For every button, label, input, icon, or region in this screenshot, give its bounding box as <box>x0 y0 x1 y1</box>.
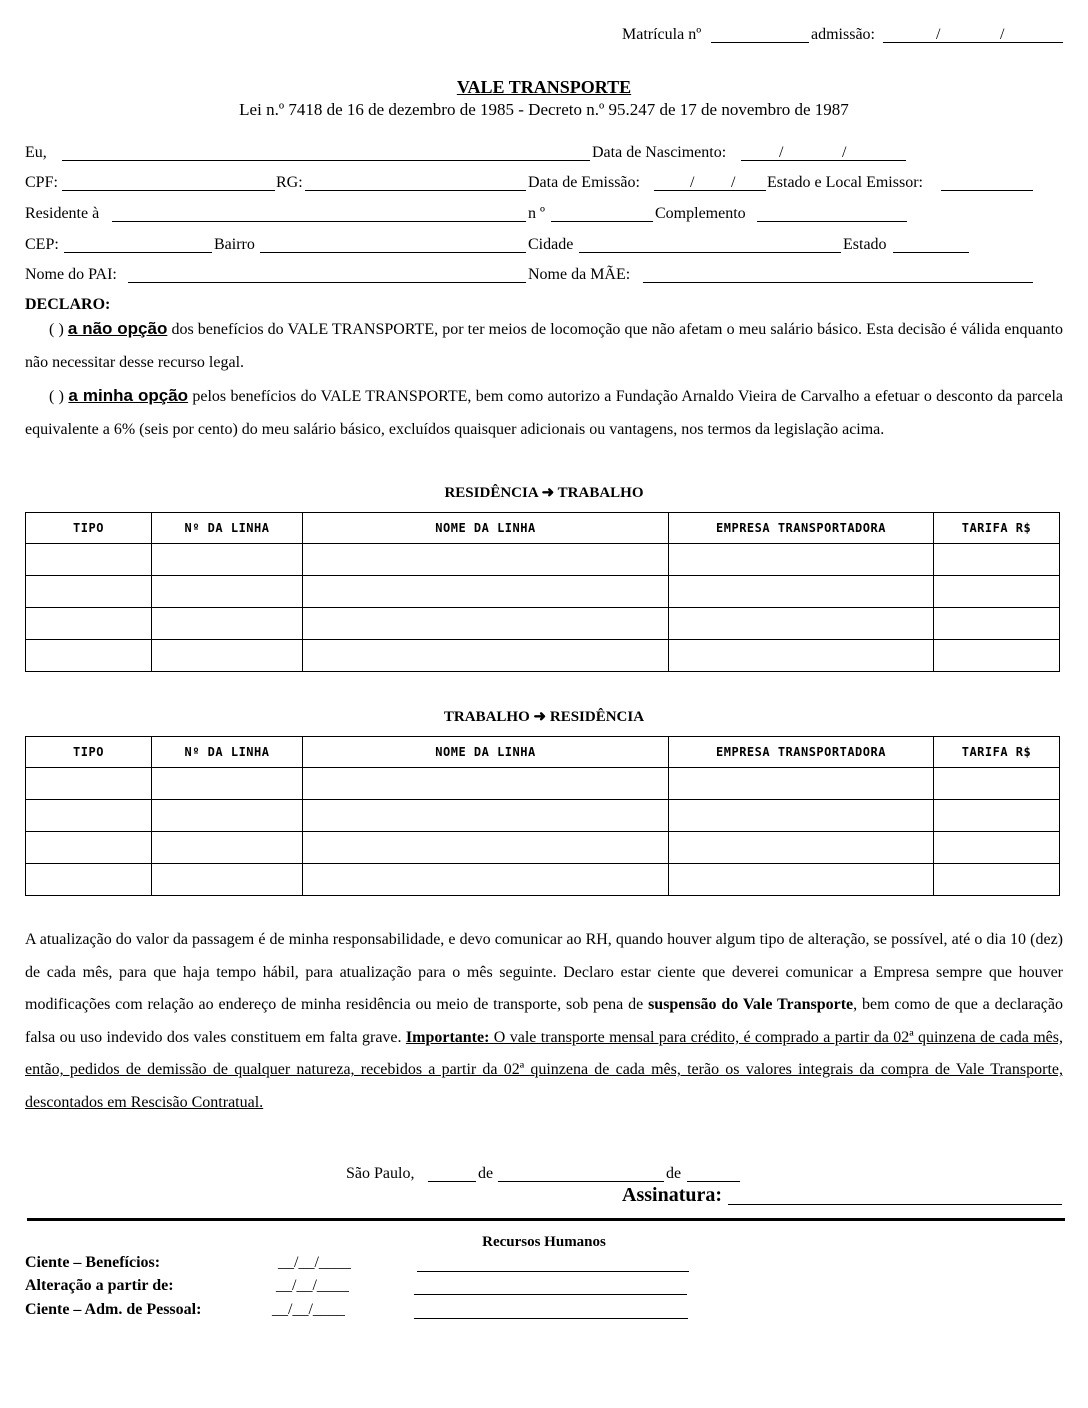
table-cell[interactable] <box>26 544 152 576</box>
table-cell[interactable] <box>152 800 303 832</box>
table-cell[interactable] <box>303 864 669 896</box>
admissao-slash-1: / <box>936 26 941 43</box>
table-cell[interactable] <box>303 832 669 864</box>
de-label-2: de <box>666 1165 682 1182</box>
notice-important: Importante: <box>405 1028 490 1046</box>
table-header-row <box>26 737 1060 768</box>
table-row <box>26 544 1060 576</box>
table2-title <box>0 707 1088 726</box>
table-cell[interactable] <box>934 768 1060 800</box>
nascimento-label: Data de Nascimento: <box>592 144 727 161</box>
city-label: São Paulo, <box>346 1165 415 1182</box>
table-cell[interactable] <box>152 864 303 896</box>
rh-title: Recursos Humanos <box>482 1234 606 1250</box>
col-nome-linha: NOME DA LINHA <box>303 513 669 544</box>
mae-field[interactable] <box>643 282 1033 283</box>
option-nao-opcao <box>25 313 1063 379</box>
rg-label: RG: <box>276 174 303 191</box>
table-row <box>26 768 1060 800</box>
table-cell[interactable] <box>303 576 669 608</box>
table1-title <box>0 483 1088 502</box>
numero-label: n º <box>528 205 545 222</box>
matricula-label: Matrícula nº <box>622 26 702 43</box>
rh-date-alteracao[interactable]: __/__/____ <box>276 1277 349 1294</box>
col-numero-linha: Nº DA LINHA <box>152 513 303 544</box>
table-trabalho-residencia <box>25 736 1060 896</box>
table-cell[interactable] <box>26 608 152 640</box>
endereco-field[interactable] <box>112 221 526 222</box>
pai-field[interactable] <box>128 282 526 283</box>
bairro-label: Bairro <box>214 236 255 253</box>
signature-field[interactable] <box>728 1204 1062 1205</box>
nascimento-slash-1: / <box>779 144 784 161</box>
table-cell[interactable] <box>152 576 303 608</box>
notice-bold: suspensão do Vale Transporte <box>648 996 854 1014</box>
rg-field[interactable] <box>305 190 526 191</box>
pai-label: Nome do PAI: <box>25 266 117 283</box>
table-cell[interactable] <box>669 544 934 576</box>
table-cell[interactable] <box>26 832 152 864</box>
table-row <box>26 864 1060 896</box>
complemento-label: Complemento <box>655 205 746 222</box>
notice-paragraph <box>25 924 1063 1120</box>
nascimento-slash-2: / <box>842 144 847 161</box>
col-numero-linha: Nº DA LINHA <box>152 737 303 768</box>
table-cell[interactable] <box>934 640 1060 672</box>
admissao-slash-2: / <box>1000 26 1005 43</box>
cep-label: CEP: <box>25 236 59 253</box>
table-cell[interactable] <box>303 768 669 800</box>
table-cell[interactable] <box>934 576 1060 608</box>
table-cell[interactable] <box>26 800 152 832</box>
nome-field[interactable] <box>62 160 590 161</box>
complemento-field[interactable] <box>757 221 907 222</box>
minha-opcao-text: pelos benefícios do VALE TRANSPORTE, bem como autorizo a Fundação Arnaldo Vieira de Carvalho a efetuar o desconto da parcela equivalente a 6% (seis por cento) do meu salário básico, excluídos quaisquer adicionais ou vantagens, nos termos da legislação acima. <box>25 388 1064 438</box>
table-cell[interactable] <box>303 800 669 832</box>
matricula-field[interactable] <box>711 42 809 43</box>
cep-field[interactable] <box>64 252 212 253</box>
mae-label: Nome da MÃE: <box>528 266 631 283</box>
col-tarifa: TARIFA R$ <box>934 513 1060 544</box>
eu-label: Eu, <box>25 144 47 161</box>
table-row <box>26 800 1060 832</box>
numero-field[interactable] <box>551 221 653 222</box>
checkbox-minha-opcao[interactable]: ( ) <box>49 388 64 405</box>
notice-text-2: , bem como de que a declaração falsa ou uso indevido dos vales constituem em falta grave. <box>25 996 1064 1046</box>
bairro-field[interactable] <box>260 252 526 253</box>
table-cell[interactable] <box>26 864 152 896</box>
table2-title-to: RESIDÊNCIA <box>549 709 645 725</box>
emissao-field[interactable] <box>654 190 766 191</box>
notice-text-1: A atualização do valor da passagem é de minha responsabilidade, e devo comunicar ao RH, quando houver algum tipo de alteração, se possível, até o dia 10 (dez) de cada mês, para que haja tempo hábil, para atualização para o mês seguinte. Declaro estar ciente que deverei comunicar a Empresa sempre que houver modificações com relação ao endereço de minha residência ou meio de transporte, sob pena de <box>25 931 1063 1014</box>
col-empresa: EMPRESA TRANSPORTADORA <box>669 737 934 768</box>
table-cell[interactable] <box>934 800 1060 832</box>
emissao-label: Data de Emissão: <box>528 174 640 191</box>
checkbox-nao-opcao[interactable]: ( ) <box>49 321 64 338</box>
estado-label: Estado <box>843 236 887 253</box>
table1-title-from: RESIDÊNCIA <box>444 485 538 501</box>
table-residencia-trabalho <box>25 512 1060 672</box>
nao-opcao-text: dos benefícios do VALE TRANSPORTE, por ter meios de locomoção que não afetam o meu salário básico. Esta decisão é válida enquanto não necessitar desse recurso legal. <box>25 321 1064 371</box>
table-cell[interactable] <box>152 640 303 672</box>
month-field[interactable] <box>498 1181 664 1182</box>
table-cell[interactable] <box>152 768 303 800</box>
admissao-date-field[interactable] <box>883 42 1063 43</box>
col-nome-linha: NOME DA LINHA <box>303 737 669 768</box>
col-tipo: TIPO <box>26 513 152 544</box>
cpf-field[interactable] <box>62 190 275 191</box>
table1-title-to: TRABALHO <box>557 485 644 501</box>
day-field[interactable] <box>428 1181 476 1182</box>
rh-sign-beneficios[interactable] <box>417 1271 689 1272</box>
rh-label-beneficios: Ciente – Benefícios: <box>25 1254 161 1271</box>
emissao-slash-1: / <box>690 174 695 191</box>
table-cell[interactable] <box>669 768 934 800</box>
admissao-label: admissão: <box>811 26 875 43</box>
cpf-label: CPF: <box>25 174 58 191</box>
nascimento-field[interactable] <box>741 160 906 161</box>
table2-title-from: TRABALHO <box>443 709 530 725</box>
table-header-row <box>26 513 1060 544</box>
table-cell[interactable] <box>669 576 934 608</box>
table-cell[interactable] <box>152 544 303 576</box>
cidade-label: Cidade <box>528 236 574 253</box>
rh-sign-adm-pessoal[interactable] <box>414 1318 688 1319</box>
table-row <box>26 640 1060 672</box>
estado-field[interactable] <box>893 252 969 253</box>
minha-opcao-emphasis: a minha opção <box>68 386 189 405</box>
emissor-field[interactable] <box>941 190 1033 191</box>
table-cell[interactable] <box>26 640 152 672</box>
table-cell[interactable] <box>934 608 1060 640</box>
arrow-icon: ➜ <box>533 709 547 725</box>
table-row <box>26 576 1060 608</box>
rh-sign-alteracao[interactable] <box>414 1294 687 1295</box>
emissao-slash-2: / <box>731 174 736 191</box>
page-subtitle: Lei n.º 7418 de 16 de dezembro de 1985 - Decreto n.º 95.247 de 17 de novembro de 1987 <box>239 100 849 119</box>
table-cell[interactable] <box>669 864 934 896</box>
table-cell[interactable] <box>303 544 669 576</box>
table-cell[interactable] <box>669 800 934 832</box>
rh-date-adm-pessoal[interactable]: __/__/____ <box>272 1301 345 1318</box>
rh-label-alteracao: Alteração a partir de: <box>25 1277 174 1294</box>
table-cell[interactable] <box>934 544 1060 576</box>
table-cell[interactable] <box>152 832 303 864</box>
table-cell[interactable] <box>669 640 934 672</box>
table-cell[interactable] <box>152 608 303 640</box>
table-row <box>26 608 1060 640</box>
signature-label: Assinatura: <box>622 1184 723 1206</box>
page-title: VALE TRANSPORTE <box>456 77 632 97</box>
col-tarifa: TARIFA R$ <box>934 737 1060 768</box>
divider <box>27 1218 1065 1221</box>
table-cell[interactable] <box>669 608 934 640</box>
emissor-label: Estado e Local Emissor: <box>767 174 923 191</box>
nao-opcao-emphasis: a não opção <box>67 319 168 338</box>
table-cell[interactable] <box>26 768 152 800</box>
residente-label: Residente à <box>25 205 100 222</box>
table-cell[interactable] <box>303 640 669 672</box>
declaro-heading: DECLARO: <box>25 296 111 313</box>
cidade-field[interactable] <box>579 252 841 253</box>
col-empresa: EMPRESA TRANSPORTADORA <box>669 513 934 544</box>
option-minha-opcao <box>25 380 1063 446</box>
rh-label-adm-pessoal: Ciente – Adm. de Pessoal: <box>25 1301 202 1318</box>
de-label-1: de <box>478 1165 494 1182</box>
rh-date-beneficios[interactable]: __/__/____ <box>278 1254 351 1271</box>
table-cell[interactable] <box>669 832 934 864</box>
table-cell[interactable] <box>303 608 669 640</box>
year-field[interactable] <box>687 1181 740 1182</box>
table-cell[interactable] <box>934 832 1060 864</box>
table-cell[interactable] <box>26 576 152 608</box>
col-tipo: TIPO <box>26 737 152 768</box>
table-cell[interactable] <box>934 864 1060 896</box>
table-row <box>26 832 1060 864</box>
arrow-icon: ➜ <box>541 485 555 501</box>
notice-underlined: O vale transporte mensal para crédito, é comprado a partir da 02ª quinzena de cada mês, então, pedidos de demissão de qualquer natureza, recebidos a partir da 02ª quinzena de cada mês, terão os valores integrais da compra de Vale Transporte, descontados em Rescisão Contratual. <box>25 1028 1064 1111</box>
